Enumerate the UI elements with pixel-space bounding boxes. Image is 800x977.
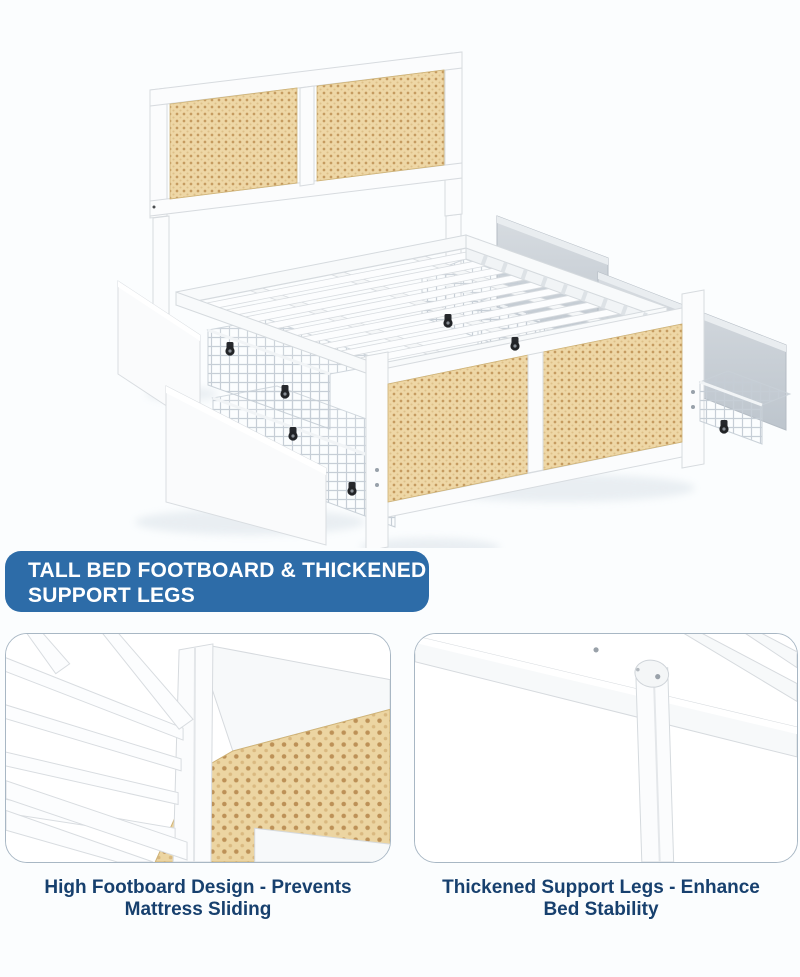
footboard-right-post [682,290,704,468]
support-leg-closeup-image [415,634,797,862]
footboard-center-mullion [528,352,543,473]
rail-screw [593,647,598,652]
caption-footboard-line-1: High Footboard Design - Prevents [44,877,352,898]
banner-line-2: SUPPORT LEGS [28,584,195,607]
caption-footboard-line-2: Mattress Sliding [124,899,272,920]
caption-support-legs [402,877,800,921]
headboard-right-post [445,52,462,216]
headboard-rattan-panel-right [317,70,444,181]
footboard-post [173,644,213,862]
headboard-center-mullion [300,86,314,186]
bracket-screw [655,674,660,679]
caption-support-legs-line-2: Bed Stability [543,899,659,920]
footboard-left-post [366,352,388,548]
footboard-closeup-image [6,634,390,862]
headboard-screw [153,206,156,209]
caption-footboard [0,877,396,921]
feature-image-support-leg [414,633,798,863]
headboard-rattan-panel-left [170,88,297,199]
headboard-left-post [150,88,167,218]
feature-banner [5,551,429,612]
banner-line-1: TALL BED FOOTBOARD & THICKENED [28,559,427,582]
feature-image-footboard [5,633,391,863]
caption-support-legs-line-1: Thickened Support Legs - Enhance [442,877,760,898]
